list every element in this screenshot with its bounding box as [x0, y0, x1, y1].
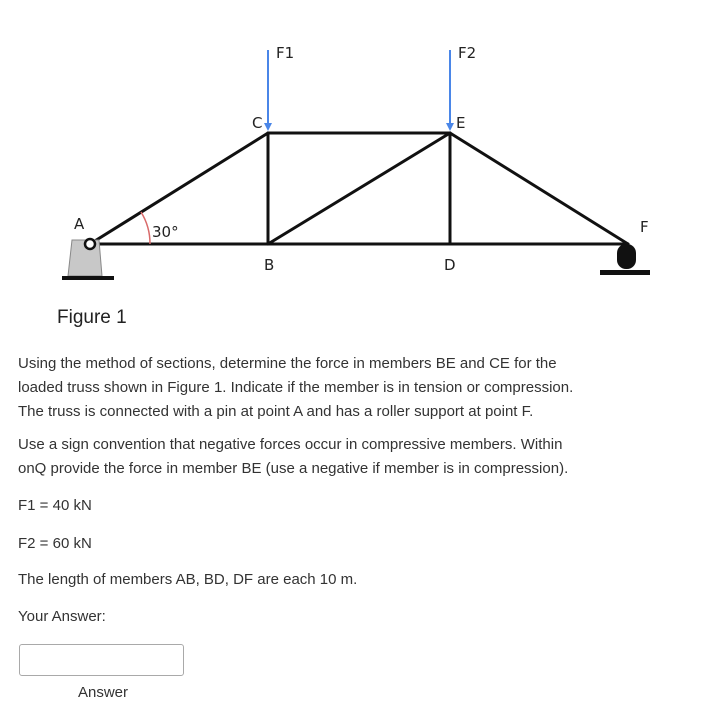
load-label-f2: F2 — [458, 44, 477, 62]
your-answer-label: Your Answer: — [18, 608, 106, 625]
node-label-b: B — [264, 256, 275, 274]
problem-line: loaded truss shown in Figure 1. Indicate if the member is in tension or compression. — [18, 379, 574, 396]
answer-field-label: Answer — [78, 684, 129, 701]
node-label-d: D — [444, 256, 456, 274]
angle-label: 30° — [152, 223, 179, 241]
member-be — [268, 133, 450, 244]
member-ac — [90, 133, 268, 244]
problem-paragraph-2 — [18, 433, 638, 481]
roller-body — [617, 244, 636, 269]
answer-input[interactable] — [19, 644, 184, 676]
pin-support-base — [62, 276, 114, 280]
problem-line: onQ provide the force in member BE (use a negative if member is in compression). — [18, 460, 569, 477]
figure-caption: Figure 1 — [57, 307, 127, 328]
node-label-f: F — [640, 218, 649, 236]
force-f2-value: F2 = 60 kN — [18, 535, 92, 552]
member-ef — [450, 133, 628, 244]
problem-line: The truss is connected with a pin at point A and has a roller support at point F. — [18, 403, 534, 420]
problem-line: Using the method of sections, determine the force in members BE and CE for the — [18, 355, 557, 372]
node-label-a: A — [74, 215, 85, 233]
member-length-text: The length of members AB, BD, DF are each 10 m. — [18, 571, 358, 588]
angle-arc — [141, 212, 150, 244]
roller-base — [600, 270, 650, 275]
roller-support — [600, 244, 650, 275]
problem-line: Use a sign convention that negative forces occur in compressive members. Within — [18, 436, 563, 453]
node-label-c: C — [252, 114, 263, 132]
problem-paragraph-1 — [18, 352, 638, 424]
pin-joint — [85, 239, 95, 249]
force-f1-value: F1 = 40 kN — [18, 497, 92, 514]
node-label-e: E — [456, 114, 466, 132]
load-label-f1: F1 — [276, 44, 295, 62]
truss-figure — [0, 0, 712, 340]
